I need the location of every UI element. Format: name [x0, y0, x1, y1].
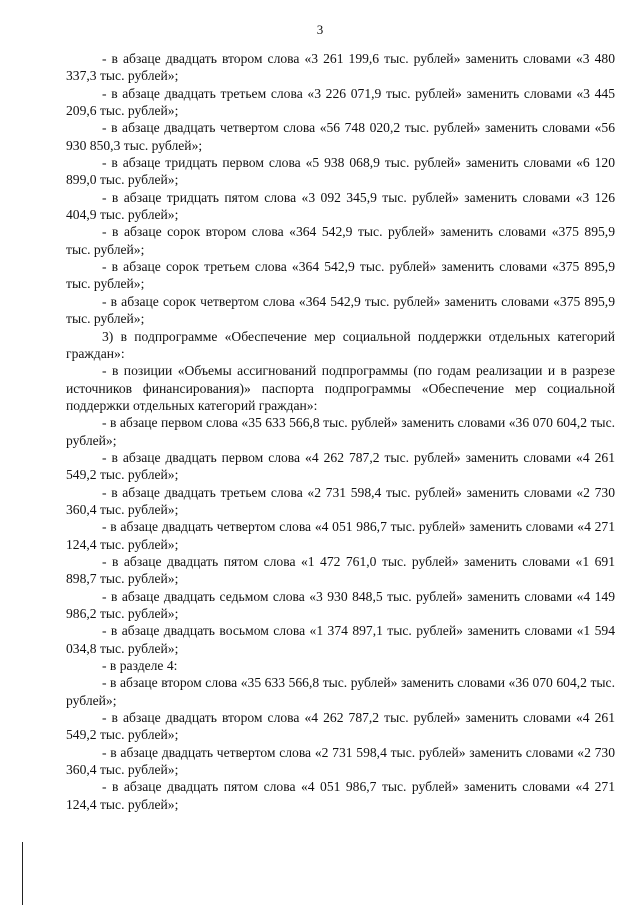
paragraph: - в абзаце сорок четвертом слова «364 542,9 тыс. рублей» заменить словами «375 895,9 тыс. рублей»;: [66, 293, 615, 327]
paragraph: - в абзаце тридцать пятом слова «3 092 345,9 тыс. рублей» заменить словами «3 126 404,9 тыс. рублей»;: [66, 189, 615, 223]
paragraph: - в абзаце сорок втором слова «364 542,9 тыс. рублей» заменить словами «375 895,9 тыс. рублей»;: [66, 224, 615, 257]
paragraph: - в абзаце двадцать втором слова «4 262 787,2 тыс. рублей» заменить словами «4 261 549,2 тыс. рублей»;: [66, 710, 615, 743]
paragraph: - в абзаце двадцать седьмом слова «3 930 848,5 тыс. рублей» заменить словами «4 149 986,2 тыс. рублей»;: [66, 588, 615, 621]
paragraph: - в абзаце сорок третьем слова «364 542,9 тыс. рублей» заменить словами «375 895,9 тыс. рублей»;: [66, 259, 615, 292]
paragraph: - в абзаце двадцать четвертом слова «2 731 598,4 тыс. рублей» заменить словами «2 730 360,4 тыс. рублей»;: [66, 744, 615, 778]
paragraph: - в абзаце двадцать четвертом слова «4 051 986,7 тыс. рублей» заменить словами «4 271 124,4 тыс. рублей»;: [66, 519, 615, 552]
paragraph: - в абзаце двадцать восьмом слова «1 374 897,1 тыс. рублей» заменить словами «1 594 034,8 тыс. рублей»;: [66, 623, 615, 656]
paragraph: - в абзаце тридцать первом слова «5 938 068,9 тыс. рублей» заменить словами «6 120 899,0 тыс. рублей»;: [66, 155, 615, 188]
page-number: 3: [316, 22, 324, 37]
paragraph: - в абзаце двадцать третьем слова «2 731 598,4 тыс. рублей» заменить словами «2 730 360,4 тыс. рублей»;: [66, 484, 615, 517]
paragraph: 3) в подпрограмме «Обеспечение мер социальной поддержки отдельных категорий граждан»:: [66, 328, 615, 361]
paragraph: - в разделе 4:: [102, 658, 178, 674]
paragraph: - в абзаце двадцать втором слова «3 261 199,6 тыс. рублей» заменить словами «3 480 337,3 тыс. рублей»;: [66, 51, 615, 84]
paragraph: - в абзаце двадцать первом слова «4 262 787,2 тыс. рублей» заменить словами «4 261 549,2 тыс. рублей»;: [66, 449, 615, 483]
paragraph: - в позиции «Объемы ассигнований подпрограммы (по годам реализации и в разрезе источников финансирования)» паспорта подпрограммы «Обеспечение мер социальной поддержки отдельных категорий граждан»:: [66, 363, 615, 413]
paragraph: - в абзаце первом слова «35 633 566,8 тыс. рублей» заменить словами «36 070 604,2 тыс. рублей»;: [66, 415, 615, 448]
paragraph: - в абзаце двадцать пятом слова «1 472 761,0 тыс. рублей» заменить словами «1 691 898,7 тыс. рублей»;: [66, 553, 615, 587]
paragraph: - в абзаце двадцать четвертом слова «56 748 020,2 тыс. рублей» заменить словами «56 930 850,3 тыс. рублей»;: [66, 120, 615, 153]
scan-edge-line: [22, 842, 23, 905]
paragraph: - в абзаце втором слова «35 633 566,8 тыс. рублей» заменить словами «36 070 604,2 тыс. рублей»;: [66, 675, 615, 708]
document-body: [66, 50, 615, 813]
paragraph: - в абзаце двадцать пятом слова «4 051 986,7 тыс. рублей» заменить словами «4 271 124,4 тыс. рублей»;: [66, 779, 615, 812]
paragraph: - в абзаце двадцать третьем слова «3 226 071,9 тыс. рублей» заменить словами «3 445 209,6 тыс. рублей»;: [66, 85, 615, 119]
